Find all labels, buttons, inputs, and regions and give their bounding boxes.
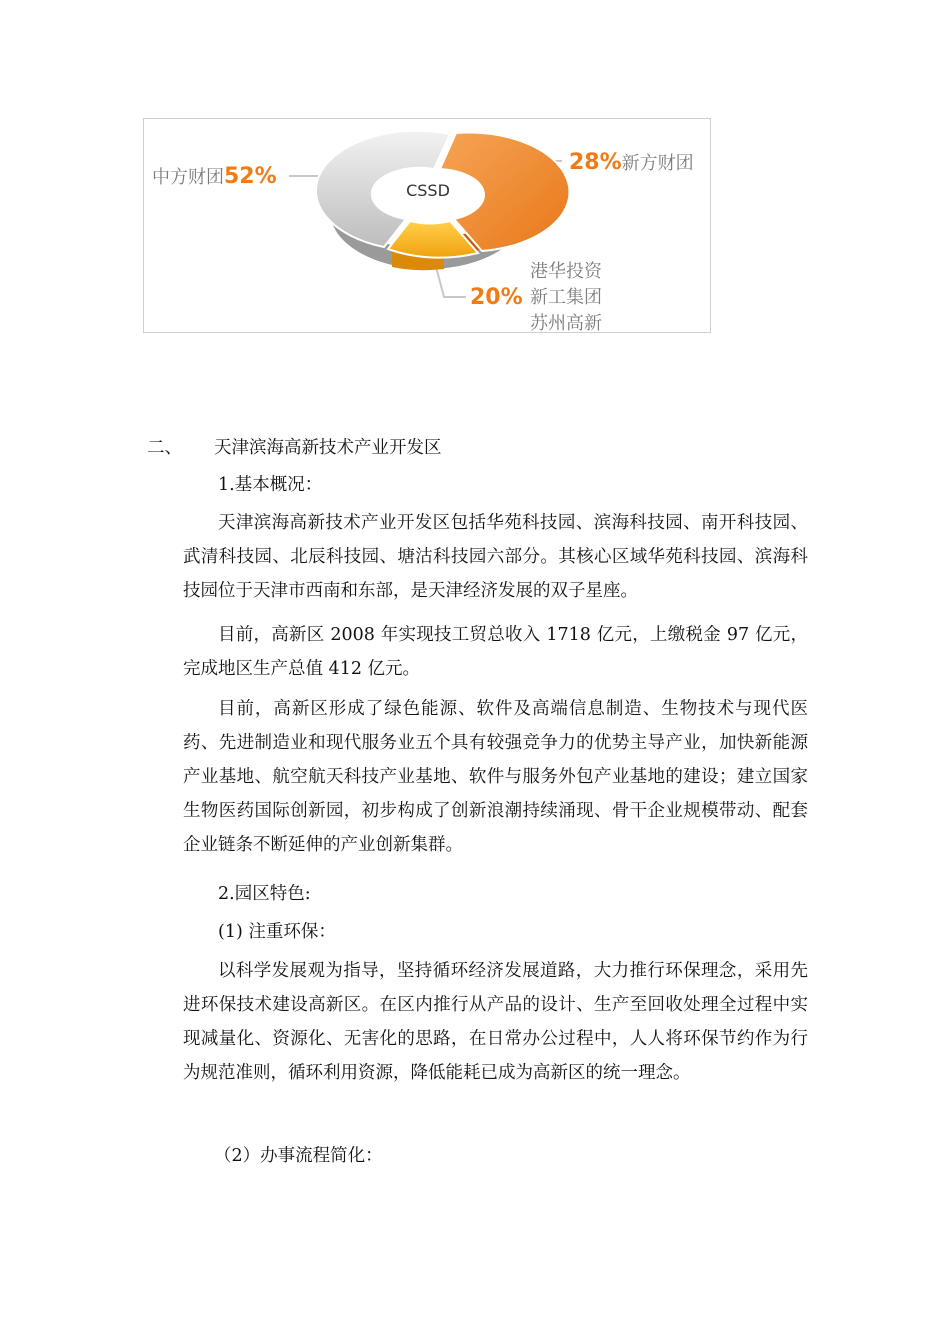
paragraph-overview: 天津滨海高新技术产业开发区包括华苑科技园、滨海科技园、南开科技园、武清科技园、北辰科技园、塘沽科技园六部分。其核心区域华苑科技园、滨海科技园位于天津市西南和东部，是天津经济发展的双子星座。: [183, 513, 808, 601]
label-ganghua: 港华投资: [530, 261, 602, 282]
label-xinfang-percent: 28%: [569, 150, 622, 175]
section-title: 天津滨海高新技术产业开发区: [214, 438, 442, 458]
label-zhongfang-name: 中方财团: [152, 167, 224, 188]
paragraph-revenue: 目前，高新区 2008 年实现技工贸总收入 1718 亿元，上缴税金 97 亿元，完成地区生产总值 412 亿元。: [183, 625, 808, 679]
section-number: 二、: [147, 438, 182, 458]
subheading-overview: 1.基本概况：: [218, 475, 323, 495]
label-zhongfang: [152, 163, 277, 189]
paragraph-environment: 以科学发展观为指导，坚持循环经济发展道路，大力推行环保理念，采用先进环保技术建设高新区。在区内推行从产品的设计、生产至回收处理全过程中实现减量化、资源化、无害化的思路，在日常办公过程中，人人将环保节约作为行为规范准则，循环利用资源，降低能耗已成为高新区的统一理念。: [183, 961, 808, 1083]
label-small-group-percent: 20%: [470, 285, 523, 310]
label-xinfang: [569, 149, 694, 175]
label-suzhou: 苏州高新: [530, 313, 602, 334]
label-xingong: 新工集团: [530, 287, 602, 308]
item-environment: (1) 注重环保：: [218, 922, 336, 942]
label-zhongfang-percent: 52%: [224, 164, 277, 189]
ownership-figure: [143, 118, 711, 333]
paragraph-industries: 目前，高新区形成了绿色能源、软件及高端信息制造、生物技术与现代医药、先进制造业和现代服务业五个具有较强竞争力的优势主导产业，加快新能源产业基地、航空航天科技产业基地、软件与服务外包产业基地的建设；建立国家生物医药国际创新园，初步构成了创新浪潮持续涌现、骨干企业规模带动、配套企业链条不断延伸的产业创新集群。: [183, 699, 808, 855]
subheading-features: 2.园区特色:: [218, 884, 311, 904]
ring-center-label: CSSD: [406, 181, 450, 200]
label-xinfang-name: 新方财团: [621, 153, 694, 174]
label-small-group-names: [530, 259, 602, 337]
item-process: （2）办事流程简化：: [214, 1146, 383, 1166]
label-small-group-percent-wrap: [470, 285, 523, 310]
